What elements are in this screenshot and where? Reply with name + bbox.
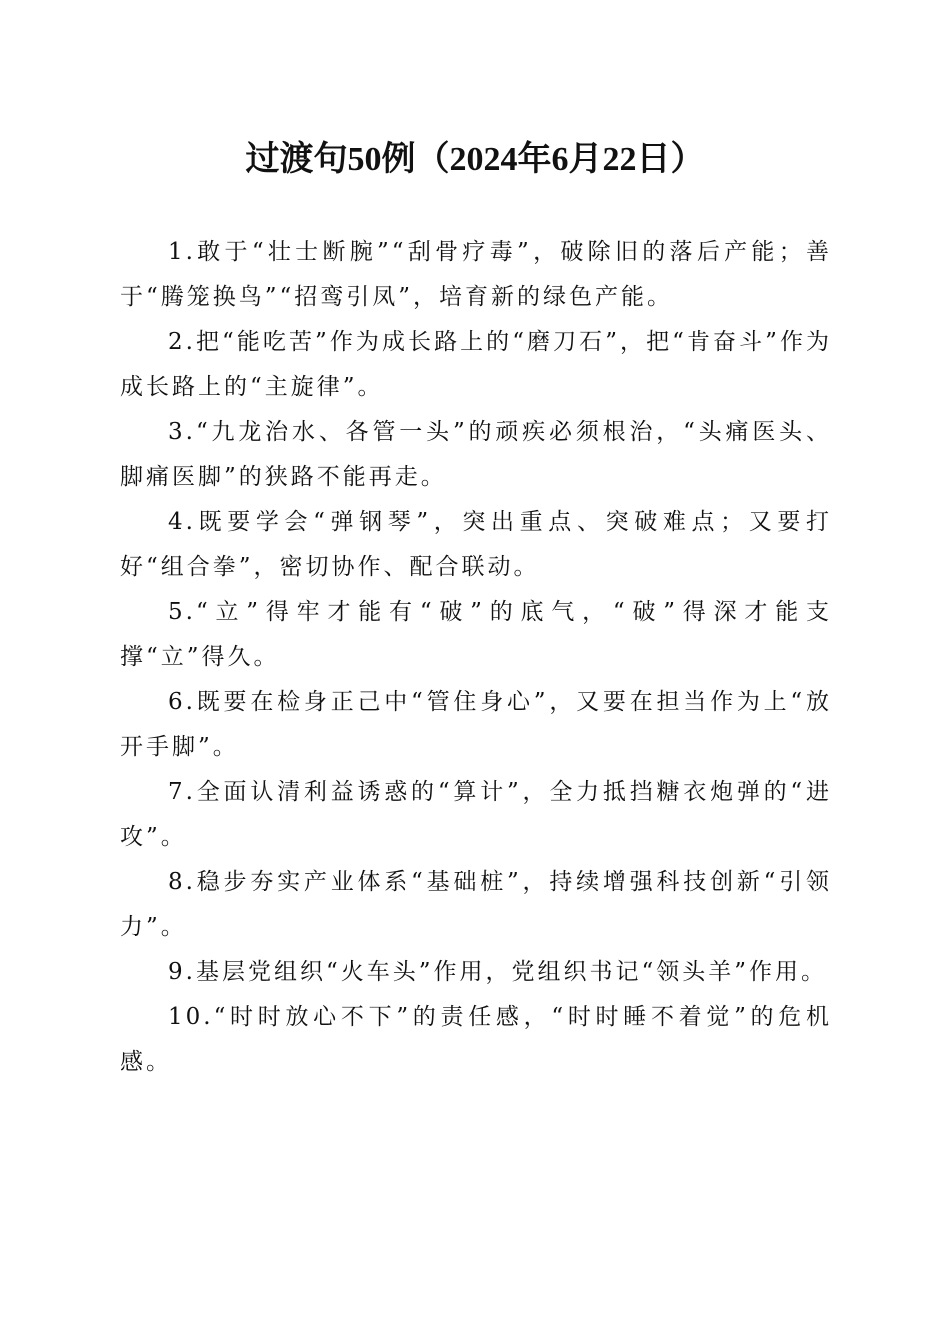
paragraph-10: 10.“时时放心不下”的责任感，“时时睡不着觉”的危机感。 [120,1004,832,1075]
paragraph-4: 4.既要学会“弹钢琴”，突出重点、突破难点；又要打好“组合拳”，密切协作、配合联动。 [120,509,832,580]
paragraph-5: 5.“立”得牢才能有“破”的底气，“破”得深才能支撑“立”得久。 [120,599,832,670]
paragraph-8: 8.稳步夯实产业体系“基础桩”，持续增强科技创新“引领力”。 [120,869,832,940]
paragraph-1: 1.敢于“壮士断腕”“刮骨疗毒”，破除旧的落后产能；善于“腾笼换鸟”“招鸾引凤”，培育新的绿色产能。 [120,239,832,310]
paragraph-9: 9.基层党组织“火车头”作用，党组织书记“领头羊”作用。 [168,959,827,985]
paragraph-7: 7.全面认清利益诱惑的“算计”，全力抵挡糖衣炮弹的“进攻”。 [120,779,832,850]
paragraph-2: 2.把“能吃苦”作为成长路上的“磨刀石”，把“肯奋斗”作为成长路上的“主旋律”。 [120,329,832,400]
paragraph-3: 3.“九龙治水、各管一头”的顽疾必须根治，“头痛医头、脚痛医脚”的狭路不能再走。 [120,419,832,490]
document-body [120,230,832,1085]
document-title: 过渡句50例（2024年6月22日） [245,141,705,178]
paragraph-6: 6.既要在检身正己中“管住身心”，又要在担当作为上“放开手脚”。 [120,689,832,760]
